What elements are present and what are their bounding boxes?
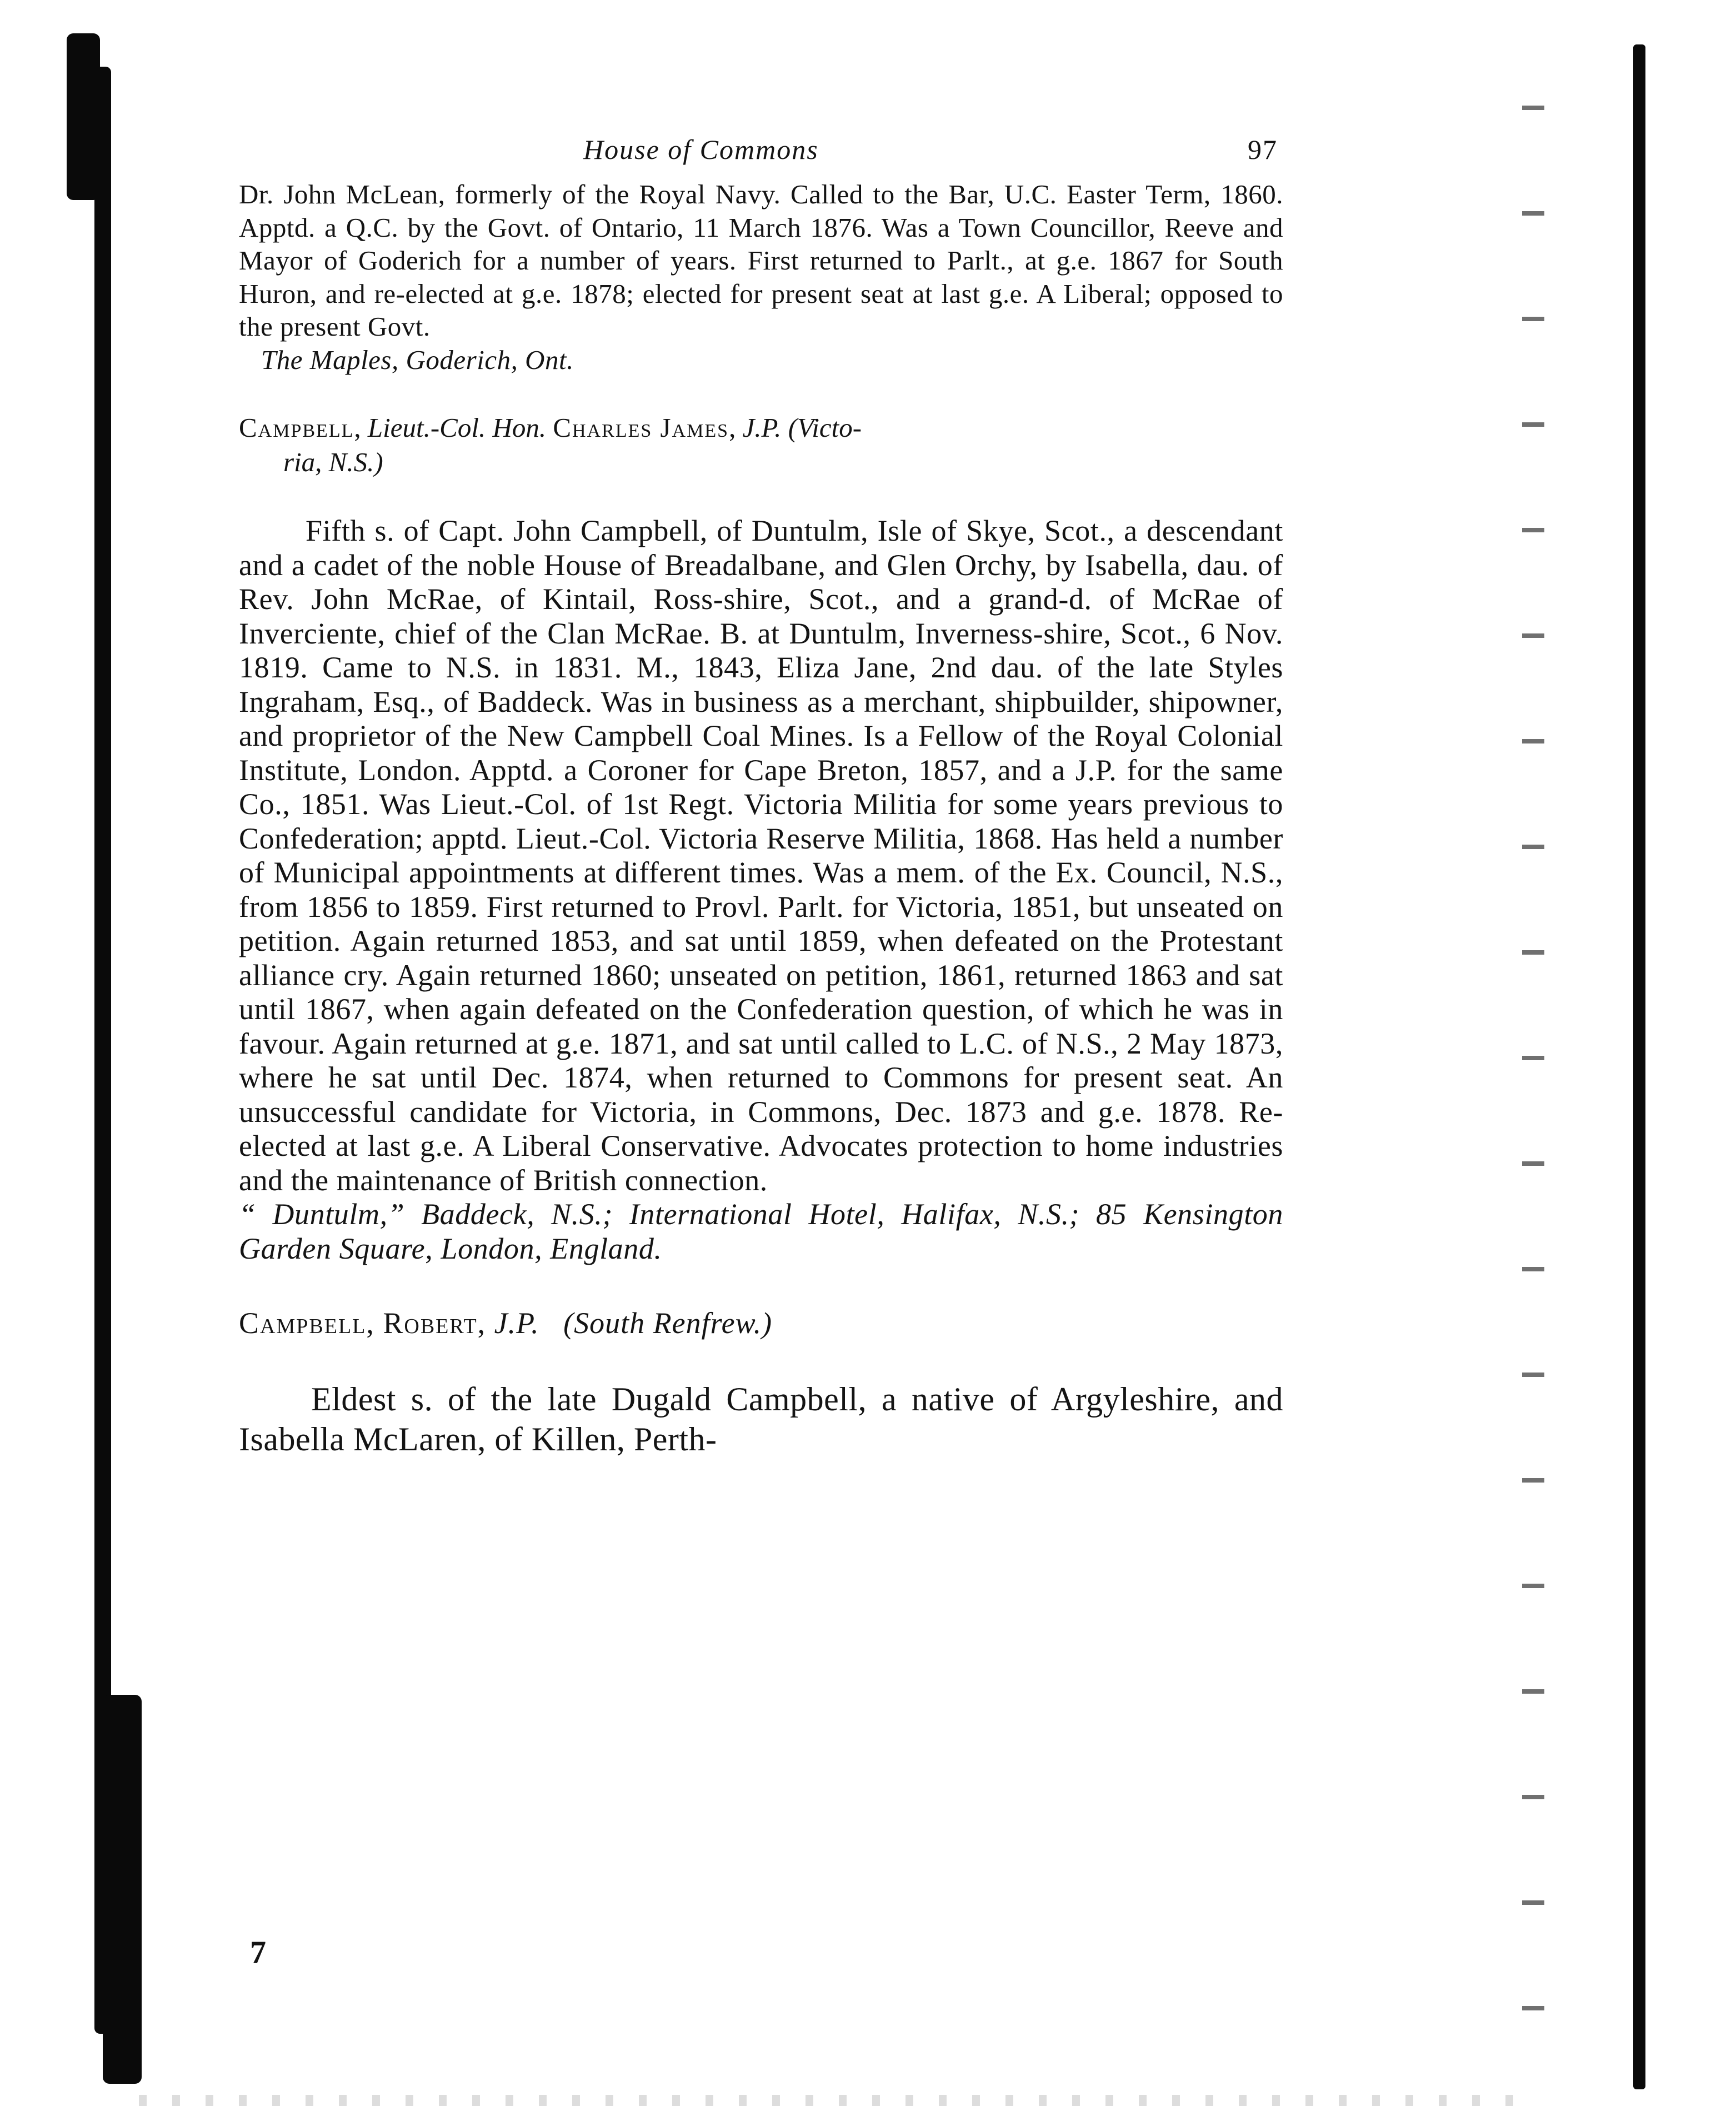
- entry-constituency-2: (South Renfrew.): [563, 1306, 773, 1340]
- entry-constituency-cont: ria, N.S.): [283, 447, 383, 477]
- entry-constituency: (Victo-: [788, 412, 862, 443]
- campbell-charles-biography: Fifth s. of Capt. John Campbell, of Duntulm, Isle of Skye, Scot., a descendant and a cadet of the noble House of Breadalbane, and Glen Orchy, by Isabella, dau. of Rev. John McRae, of Kintail, Ross-shire, Scot., and a grand-d. of McRae of Inverciente, chief of the Clan McRae. B. at Duntulm, Inverness-shire, Scot., 6 Nov. 1819. Came to N.S. in 1831. M., 1843, Eliza Jane, 2nd dau. of the late Styles Ingraham, Esq., of Baddeck. Was in business as a merchant, shipbuilder, shipowner, and proprietor of the New Campbell Coal Mines. Is a Fellow of the Royal Colonial Institute, London. Apptd. a Coroner for Cape Breton, 1857, and a J.P. for the same Co., 1851. Was Lieut.-Col. of 1st Regt. Victoria Militia for some years previous to Confederation; apptd. Lieut.-Col. Victoria Reserve Militia, 1868. Has held a number of Municipal appointments at different times. Was a mem. of the Ex. Council, N.S., from 1856 to 1859. First returned to Provl. Parlt. for Victoria, 1851, but unseated on petition. Again returned 1853, and sat until 1859, when defeated on the Protestant alliance cry. Again returned 1860; unseated on petition, 1861, returned 1863 and sat until 1867, when again defeated on the Confederation question, of which he was in favour. Again returned at g.e. 1871, and sat until called to L.C. of N.S., 2 May 1873, where he sat until Dec. 1874, when returned to Commons for present seat. An unsuccessful candidate for Victoria, in Commons, Dec. 1873 and g.e. 1878. Re-elected at last g.e. A Liberal Conservative. Advocates protection to home industries and the maintenance of British connection.: [239, 514, 1283, 1197]
- campbell-robert-biography: Eldest s. of the late Dugald Campbell, a native of Argyleshire, and Isabella McLaren, of Killen, Perth-: [239, 1381, 1283, 1458]
- page-edge-shadow: [1633, 44, 1645, 2089]
- page-number: 97: [1248, 134, 1278, 165]
- book-page: [239, 133, 1283, 2034]
- entry-heading-campbell-charles: Campbell, Lieut.-Col. Hon. Charles James, J.P. (Victo- ria, N.S.): [239, 411, 1283, 480]
- campbell-charles-addresses: “ Duntulm,” Baddeck, N.S.; International Hotel, Halifax, N.S.; 85 Kensington Garden Square, London, England.: [239, 1197, 1283, 1265]
- entry-post-nominal-2: J.P.: [494, 1306, 539, 1340]
- running-head-title: House of Commons: [583, 134, 819, 165]
- entry-given-names: Charles James: [553, 412, 729, 443]
- mclean-address: The Maples, Goderich, Ont.: [261, 344, 574, 375]
- entry-titles: Lieut.-Col. Hon.: [367, 412, 547, 443]
- entry-surname: Campbell: [239, 412, 354, 443]
- entry-surname-2: Campbell,: [239, 1306, 375, 1340]
- entry-post-nominal: J.P.: [742, 412, 782, 443]
- mclean-entry-text: Dr. John McLean, formerly of the Royal Navy. Called to the Bar, U.C. Easter Term, 1860. Apptd. a Q.C. by the Govt. of Ontario, 11 March 1876. Was a Town Councillor, Reeve and Mayor of Goderich for a number of years. First returned to Parlt., at g.e. 1867 for South Huron, and re-elected at g.e. 1878; elected for present seat at last g.e. A Liberal; opposed to the present Govt.: [239, 179, 1283, 342]
- entry-heading-campbell-robert: [239, 1306, 1283, 1340]
- signature-mark: 7: [250, 1934, 266, 1970]
- running-head: [239, 133, 1283, 178]
- entry-given-names-2: Robert,: [383, 1306, 487, 1340]
- binding-shadow-bottom: [103, 1695, 142, 2084]
- scan-smudge: [139, 2095, 1528, 2106]
- scan-specks: [1522, 44, 1544, 2100]
